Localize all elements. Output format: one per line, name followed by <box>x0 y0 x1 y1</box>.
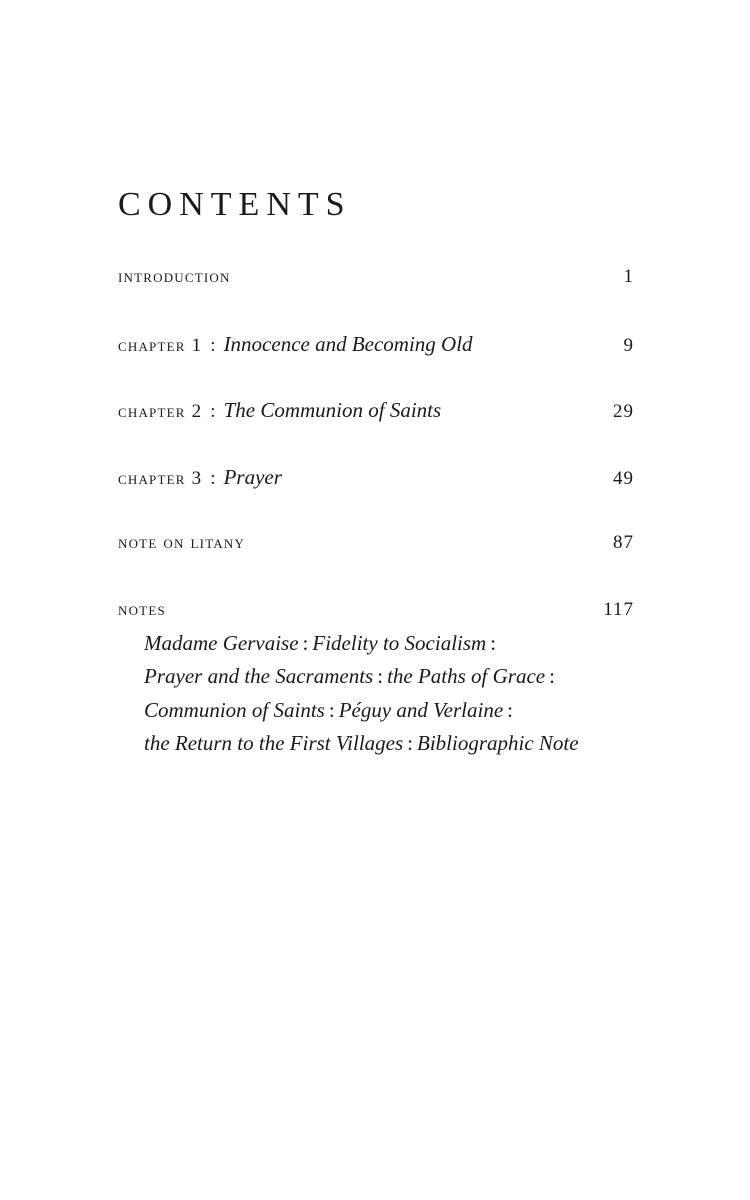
notes-item: Communion of Saints <box>144 697 325 722</box>
toc-entry-chapter-3[interactable] <box>118 462 634 529</box>
notes-line <box>144 727 634 761</box>
toc-entry-label: notes <box>118 598 166 620</box>
toc-entry-note-on-litany[interactable] <box>118 528 634 595</box>
notes-separator: : <box>490 630 497 655</box>
toc-entry-page: 29 <box>613 401 634 422</box>
notes-separator: : <box>302 630 309 655</box>
toc-entry-label: chapter 3 <box>118 467 203 489</box>
notes-separator: : <box>549 664 555 688</box>
toc-separator: : <box>210 401 216 422</box>
notes-line <box>144 660 634 694</box>
notes-item: Péguy and Verlaine <box>338 697 504 722</box>
toc-entry-label: chapter 1 <box>118 334 203 356</box>
toc-entry-introduction[interactable] <box>118 262 634 329</box>
toc-entry-label: note on litany <box>118 532 246 553</box>
notes-separator: : <box>328 697 335 722</box>
notes-separator: : <box>507 697 513 722</box>
toc-entry-page: 87 <box>613 532 634 553</box>
table-of-contents <box>118 262 634 755</box>
notes-separator: : <box>377 664 384 688</box>
notes-item: Madame Gervaise <box>144 630 299 655</box>
notes-item: the Return to the First Villages <box>144 731 404 755</box>
toc-entry-subtitle: The Communion of Saints <box>223 398 442 422</box>
toc-entry-notes[interactable] <box>118 595 634 755</box>
notes-item: Prayer and the Sacraments <box>144 664 374 688</box>
toc-entry-page: 1 <box>623 266 634 287</box>
notes-item: the Paths of Grace <box>387 664 546 688</box>
toc-entry-subtitle: Innocence and Becoming Old <box>223 331 473 356</box>
toc-entry-page: 49 <box>613 467 634 489</box>
notes-separator: : <box>407 731 414 755</box>
toc-entry-page: 9 <box>623 334 634 356</box>
toc-entry-label: chapter 2 <box>118 401 203 422</box>
notes-line <box>144 627 634 661</box>
toc-entry-page: 117 <box>603 598 634 620</box>
toc-entry-chapter-1[interactable] <box>118 329 634 396</box>
toc-separator: : <box>210 334 216 356</box>
notes-sublist <box>144 627 634 761</box>
notes-line <box>144 694 634 728</box>
page-title: CONTENTS <box>118 186 352 223</box>
notes-item: Fidelity to Socialism <box>312 630 487 655</box>
notes-item: Bibliographic Note <box>417 731 579 755</box>
toc-entry-chapter-2[interactable] <box>118 395 634 462</box>
toc-separator: : <box>210 467 216 489</box>
toc-entry-subtitle: Prayer <box>223 464 282 489</box>
toc-entry-label: introduction <box>118 266 231 287</box>
